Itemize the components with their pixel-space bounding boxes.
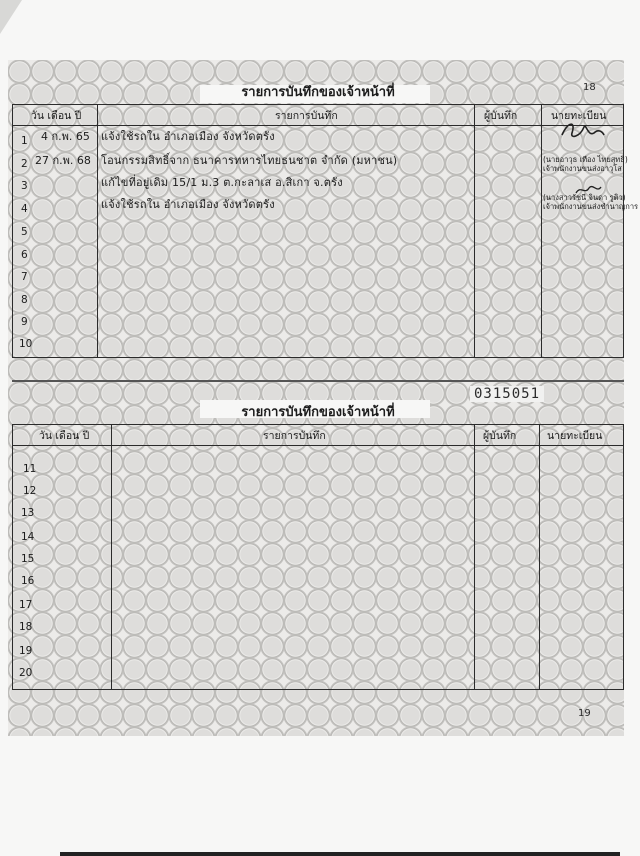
column-divider <box>474 425 475 689</box>
entry-date: 4 ก.พ. 65 <box>41 130 90 143</box>
col-header-registrar: นายทะเบียน <box>551 110 607 122</box>
col-header-date: วัน เดือน ปี <box>31 110 82 122</box>
row-number: 18 <box>19 621 33 633</box>
row-number: 9 <box>21 316 28 328</box>
table-header <box>13 425 623 446</box>
signer-title: เจ้าพนักงานขนส่งอาวุโส <box>543 164 622 173</box>
register-title: รายการบันทึกของเจ้าหน้าที่ <box>241 405 395 420</box>
page-separator-line <box>12 380 624 382</box>
entry-text: แจ้งใช้รถใน อำเภอเมือง จังหวัดตรัง <box>101 130 275 143</box>
scan-edge-bar <box>60 852 620 856</box>
row-number: 12 <box>23 485 37 497</box>
registrar-signature-block-2 <box>543 193 638 211</box>
bottom-register-table <box>12 405 624 690</box>
folded-corner <box>0 0 22 34</box>
register-title: รายการบันทึกของเจ้าหน้าที่ <box>241 85 395 100</box>
column-divider <box>539 425 540 689</box>
signer-name: (นายอาวุธ เทือง ไทยสุทธิ) <box>543 155 628 164</box>
col-header-recorder: ผู้บันทึก <box>483 430 517 442</box>
row-number: 15 <box>21 553 35 565</box>
row-number: 5 <box>21 226 28 238</box>
row-number: 6 <box>21 249 28 261</box>
signer-title: เจ้าพนักงานขนส่งชำนาญการ <box>543 202 639 211</box>
col-header-date: วัน เดือน ปี <box>39 430 90 442</box>
serial-number: 0315051 <box>470 386 544 402</box>
row-number: 14 <box>21 531 35 543</box>
column-divider <box>541 105 542 357</box>
row-number: 7 <box>21 271 28 283</box>
column-divider <box>111 425 112 689</box>
column-divider <box>474 105 475 357</box>
signer-name: (นางสาวรัชนี จินดา รูติว) <box>543 193 626 202</box>
row-number: 20 <box>19 667 33 679</box>
entry-text: โอนกรรมสิทธิ์จาก ธนาคารทหารไทยธนชาต จำกัด (มหาชน) <box>101 154 398 167</box>
row-number: 17 <box>19 599 33 611</box>
row-number: 11 <box>23 463 37 475</box>
entry-text: แจ้งใช้รถใน อำเภอเมือง จังหวัดตรัง <box>101 198 275 211</box>
row-number: 8 <box>21 294 28 306</box>
row-number: 13 <box>21 507 35 519</box>
row-number: 4 <box>21 203 28 215</box>
column-divider <box>97 105 98 357</box>
row-number: 2 <box>21 158 28 170</box>
page-number-bottom: 19 <box>578 708 591 719</box>
row-number: 19 <box>19 645 33 657</box>
entry-text: แก้ไขที่อยู่เดิม 15/1 ม.3 ต.กะลาเส อ.สิเกา จ.ตรัง <box>101 176 343 189</box>
row-number: 16 <box>21 575 35 587</box>
col-header-entry: รายการบันทึก <box>275 110 338 122</box>
col-header-recorder: ผู้บันทึก <box>484 110 518 122</box>
col-header-entry: รายการบันทึก <box>263 430 326 442</box>
row-number: 3 <box>21 180 28 192</box>
table-header <box>13 105 623 126</box>
col-header-registrar: นายทะเบียน <box>547 430 603 442</box>
registrar-signature-scribble <box>558 119 608 141</box>
entry-date: 27 ก.พ. 68 <box>35 154 91 167</box>
row-number: 10 <box>19 338 33 350</box>
registrar-signature-block-1 <box>543 155 628 173</box>
row-number: 1 <box>21 135 28 147</box>
page-number-top: 18 <box>583 82 596 93</box>
